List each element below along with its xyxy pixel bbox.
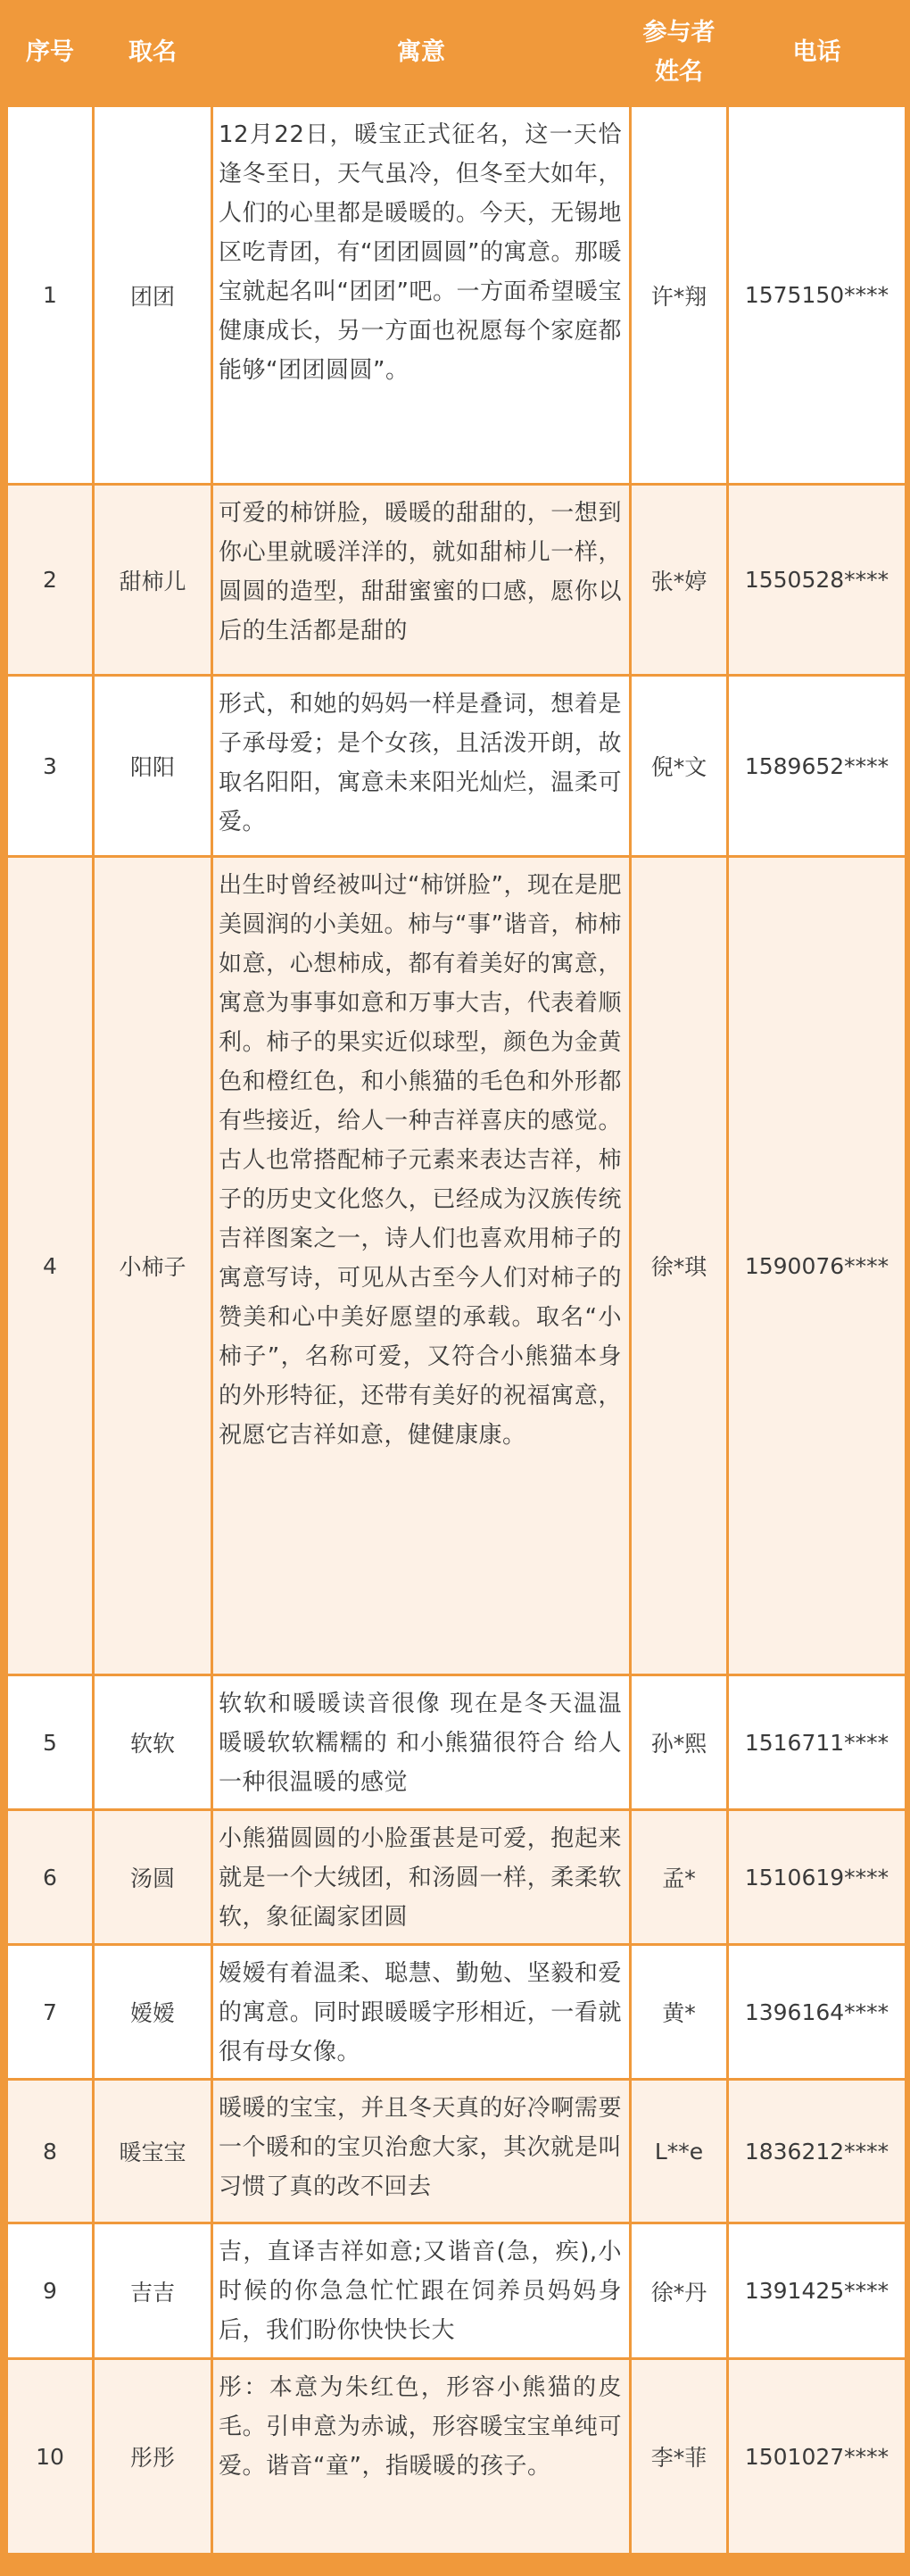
cell-name: 嫒嫒: [95, 1946, 211, 2081]
header-meaning: 寓意: [213, 0, 629, 107]
table-row: [8, 107, 905, 486]
cell-no: 4: [8, 858, 92, 1676]
cell-phone: 1575150****: [729, 107, 905, 486]
header-no: 序号: [8, 0, 92, 107]
cell-meaning: 暖暖的宝宝，并且冬天真的好冷啊需要一个暖和的宝贝治愈大家，其次就是叫习惯了真的改不回去: [213, 2081, 629, 2224]
cell-name: 吉吉: [95, 2224, 211, 2360]
cell-meaning: 小熊猫圆圆的小脸蛋甚是可爱，抱起来就是一个大绒团，和汤圆一样，柔柔软软，象征阖家团圆: [213, 1811, 629, 1946]
cell-name: 暖宝宝: [95, 2081, 211, 2224]
cell-phone: 1590076****: [729, 858, 905, 1676]
cell-phone: 1589652****: [729, 677, 905, 858]
cell-name: 团团: [95, 107, 211, 486]
cell-name: 汤圆: [95, 1811, 211, 1946]
cell-name: 小柿子: [95, 858, 211, 1676]
cell-participant: 孟*: [632, 1811, 726, 1946]
cell-name: 彤彤: [95, 2360, 211, 2555]
table-row: [8, 2360, 905, 2555]
table-row: [8, 1946, 905, 2081]
table-row: [8, 1811, 905, 1946]
cell-phone: 1396164****: [729, 1946, 905, 2081]
cell-meaning: 12月22日，暖宝正式征名，这一天恰逢冬至日，天气虽冷，但冬至大如年，人们的心里都是暖暖的。今天，无锡地区吃青团，有“团团圆圆”的寓意。那暖宝就起名叫“团团”吧。一方面希望暖宝健康成长，另一方面也祝愿每个家庭都能够“团团圆圆”。: [213, 107, 629, 486]
cell-participant: 黄*: [632, 1946, 726, 2081]
table-body: [8, 107, 905, 2555]
cell-participant: 李*菲: [632, 2360, 726, 2555]
cell-phone: 1501027****: [729, 2360, 905, 2555]
cell-no: 8: [8, 2081, 92, 2224]
header-row: [8, 0, 905, 107]
cell-no: 10: [8, 2360, 92, 2555]
table-row: [8, 1676, 905, 1811]
cell-no: 2: [8, 486, 92, 677]
cell-participant: 倪*文: [632, 677, 726, 858]
cell-no: 6: [8, 1811, 92, 1946]
cell-meaning: 形式，和她的妈妈一样是叠词，想着是子承母爱；是个女孩，且活泼开朗，故取名阳阳，寓意未来阳光灿烂，温柔可爱。: [213, 677, 629, 858]
header-phone: 电话: [729, 0, 905, 107]
cell-name: 软软: [95, 1676, 211, 1811]
cell-participant: L**e: [632, 2081, 726, 2224]
cell-meaning: 出生时曾经被叫过“柿饼脸”，现在是肥美圆润的小美妞。柿与“事”谐音，柿柿如意，心想柿成，都有着美好的寓意，寓意为事事如意和万事大吉，代表着顺利。柿子的果实近似球型，颜色为金黄色和橙红色，和小熊猫的毛色和外形都有些接近，给人一种吉祥喜庆的感觉。古人也常搭配柿子元素来表达吉祥，柿子的历史文化悠久，已经成为汉族传统吉祥图案之一，诗人们也喜欢用柿子的寓意写诗，可见从古至今人们对柿子的赞美和心中美好愿望的承载。取名“小柿子”，名称可爱，又符合小熊猫本身的外形特征，还带有美好的祝福寓意，祝愿它吉祥如意，健健康康。: [213, 858, 629, 1676]
header-participant: 参与者 姓名: [632, 0, 726, 107]
cell-phone: 1516711****: [729, 1676, 905, 1811]
cell-no: 7: [8, 1946, 92, 2081]
cell-participant: 孙*熙: [632, 1676, 726, 1811]
cell-phone: 1391425****: [729, 2224, 905, 2360]
cell-phone: 1550528****: [729, 486, 905, 677]
cell-meaning: 软软和暖暖读音很像 现在是冬天温温暖暖软软糯糯的 和小熊猫很符合 给人一种很温暖的感觉: [213, 1676, 629, 1811]
table-row: [8, 858, 905, 1676]
cell-meaning: 彤：本意为朱红色，形容小熊猫的皮毛。引申意为赤诚，形容暖宝宝单纯可爱。谐音“童”，指暖暖的孩子。: [213, 2360, 629, 2555]
naming-entries-table: [5, 0, 907, 2555]
cell-meaning: 可爱的柿饼脸，暖暖的甜甜的，一想到你心里就暖洋洋的，就如甜柿儿一样，圆圆的造型，甜甜蜜蜜的口感，愿你以后的生活都是甜的: [213, 486, 629, 677]
cell-participant: 徐*琪: [632, 858, 726, 1676]
cell-no: 9: [8, 2224, 92, 2360]
table-header: [8, 0, 905, 107]
cell-no: 5: [8, 1676, 92, 1811]
table-row: [8, 2224, 905, 2360]
cell-meaning: 吉，直译吉祥如意;又谐音(急，疾),小时候的你急急忙忙跟在饲养员妈妈身后，我们盼你快快长大: [213, 2224, 629, 2360]
cell-phone: 1510619****: [729, 1811, 905, 1946]
cell-no: 3: [8, 677, 92, 858]
cell-name: 阳阳: [95, 677, 211, 858]
cell-participant: 张*婷: [632, 486, 726, 677]
cell-meaning: 嫒嫒有着温柔、聪慧、勤勉、坚毅和爱的寓意。同时跟暖暖字形相近，一看就很有母女像。: [213, 1946, 629, 2081]
cell-participant: 徐*丹: [632, 2224, 726, 2360]
table-row: [8, 2081, 905, 2224]
table-row: [8, 486, 905, 677]
cell-phone: 1836212****: [729, 2081, 905, 2224]
header-name: 取名: [95, 0, 211, 107]
cell-name: 甜柿儿: [95, 486, 211, 677]
cell-participant: 许*翔: [632, 107, 726, 486]
table-row: [8, 677, 905, 858]
cell-no: 1: [8, 107, 92, 486]
